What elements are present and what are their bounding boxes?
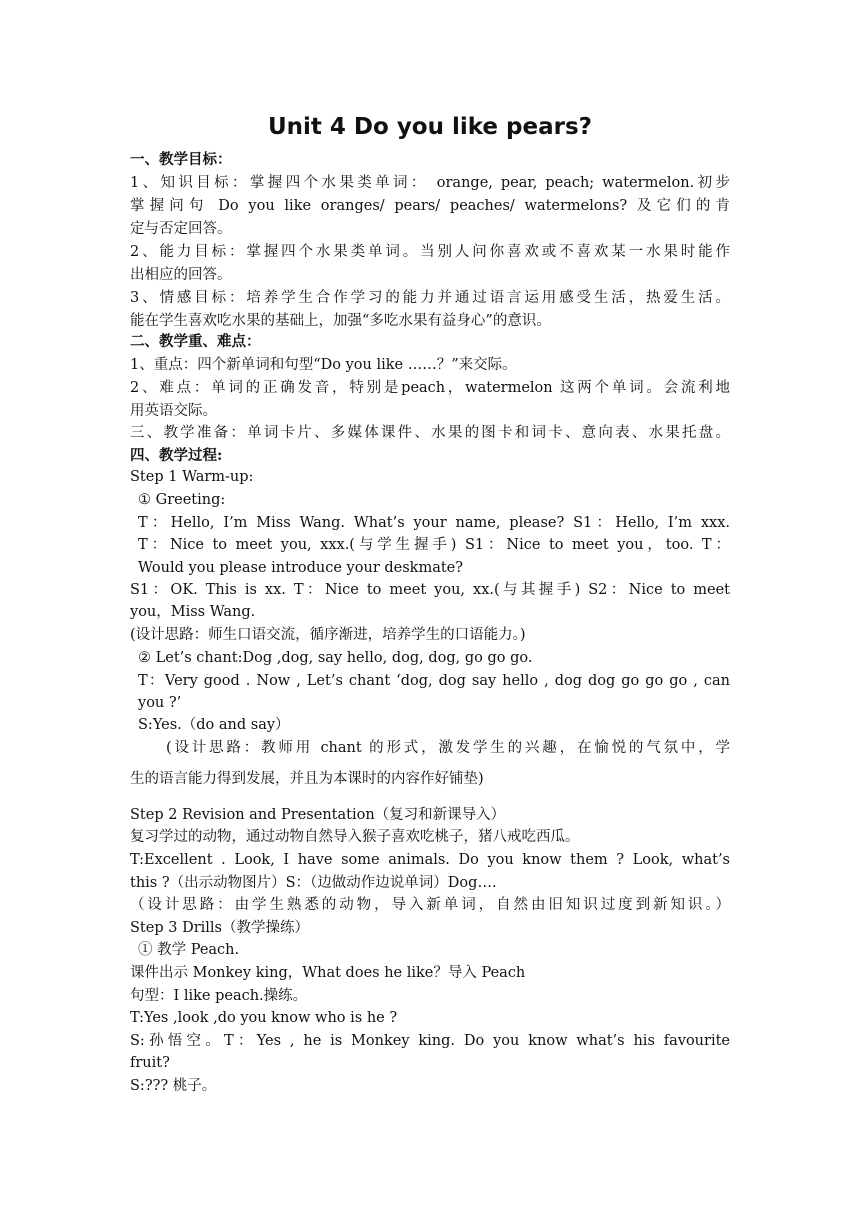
text-line: 2、能力目标：掌握四个水果类单词。当别人问你喜欢或不喜欢某一水果时能作 (130, 244, 730, 260)
text-line: 定与否定回答。 (130, 221, 232, 237)
text-line: 三、教学准备：单词卡片、多媒体课件、水果的图卡和词卡、意向表、水果托盘。 (130, 425, 730, 441)
section-heading-objectives: 一、教学目标： (130, 151, 232, 168)
text-line: ② Let’s chant:Dog ,dog, say hello, dog, dog, go go go. (138, 650, 533, 666)
text-line: Step 2 Revision and Presentation（复习和新课导入） (130, 807, 506, 823)
text-line: (设计思路：教师用 chant 的形式，激发学生的兴趣，在愉悦的气氛中，学 (166, 740, 730, 756)
text-line: 掌握问句 Do you like oranges/ pears/ peaches/ watermelons? 及它们的肯 (130, 198, 730, 214)
text-line: Step 1 Warm-up: (130, 469, 254, 485)
text-line: 句型：I like peach.操练。 (130, 988, 308, 1004)
text-line: Step 3 Drills（教学操练） (130, 920, 309, 936)
text-line: 出相应的回答。 (130, 267, 232, 283)
text-line: S:Yes.（do and say） (138, 717, 290, 733)
text-line: （设计思路：由学生熟悉的动物，导入新单词，自然由旧知识过度到新知识。） (130, 897, 730, 913)
text-line: T：Hello, I’m Miss Wang. What’s your name, please? S1：Hello, I’m xxx. (138, 515, 730, 531)
section-heading-process: 四、教学过程: (130, 447, 223, 464)
text-line: 课件出示 Monkey king，What does he like？导入 Peach (130, 965, 526, 981)
text-line: fruit? (130, 1055, 170, 1071)
text-line: T:Yes ,look ,do you know who is he ? (130, 1010, 398, 1026)
text-line: ① Greeting: (138, 492, 226, 508)
text-line: 2、难点：单词的正确发音，特别是peach，watermelon 这两个单词。会流利地 (130, 380, 730, 396)
text-line: 生的语言能力得到发展，并且为本课时的内容作好铺垫) (130, 771, 484, 787)
text-line: T：Very good . Now , Let’s chant ‘dog, dog say hello , dog dog go go go , can (138, 673, 730, 689)
text-line: 复习学过的动物，通过动物自然导入猴子喜欢吃桃子，猪八戒吃西瓜。 (130, 829, 580, 845)
page-title: Unit 4 Do you like pears? (267, 114, 593, 140)
text-line: 能在学生喜欢吃水果的基础上，加强“多吃水果有益身心”的意识。 (130, 313, 551, 329)
text-line: T：Nice to meet you, xxx.(与学生握手) S1：Nice to meet you，too. T： (138, 537, 730, 553)
text-line: S:??? 桃子。 (130, 1078, 217, 1094)
text-line: S1：OK. This is xx. T：Nice to meet you, xx.(与其握手) S2：Nice to meet (130, 582, 730, 598)
text-line: 1、知识目标：掌握四个水果类单词： orange, pear, peach; watermelon.初步 (130, 175, 730, 191)
text-line: 3、情感目标：培养学生合作学习的能力并通过语言运用感受生活，热爱生活。 (130, 290, 730, 306)
text-line: you，Miss Wang. (130, 604, 256, 620)
text-line: Would you please introduce your deskmate? (138, 560, 464, 576)
text-line: 1、重点：四个新单词和句型“Do you like ……？”来交际。 (130, 357, 517, 373)
text-line: this ?（出示动物图片）S：（边做动作边说单词）Dog…. (130, 875, 497, 891)
text-line: S:孙悟空。T：Yes , he is Monkey king. Do you know what’s his favourite (130, 1033, 730, 1049)
text-line: (设计思路：师生口语交流，循序渐进，培养学生的口语能力。) (130, 627, 526, 643)
text-line: 用英语交际。 (130, 403, 217, 419)
text-line: ① 教学 Peach. (138, 942, 240, 958)
section-heading-key-points: 二、教学重、难点： (130, 333, 261, 350)
text-line: you ?’ (138, 695, 182, 711)
text-line: T:Excellent . Look, I have some animals. Do you know them ? Look, what’s (130, 852, 730, 868)
